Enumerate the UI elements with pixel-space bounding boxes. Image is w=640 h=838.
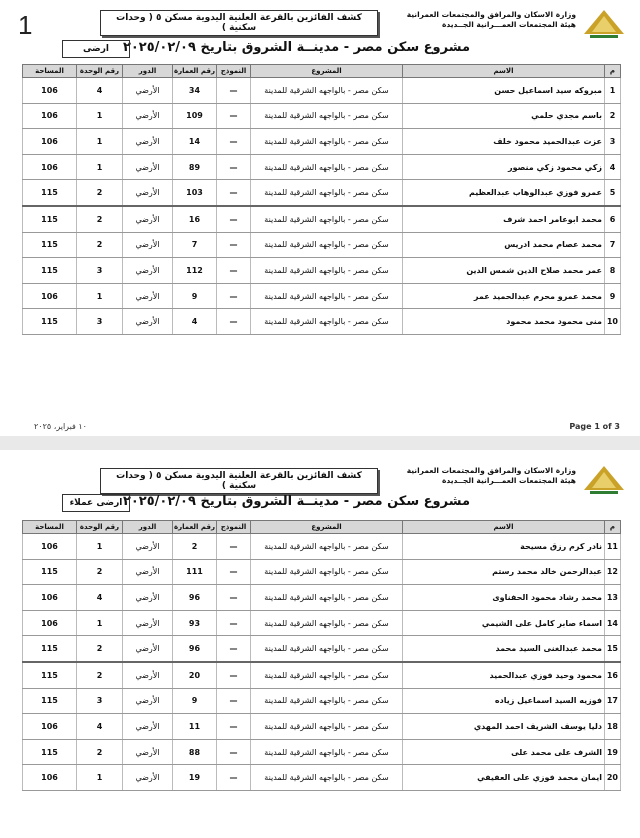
cell-no: 1: [605, 78, 621, 104]
cell-building: 34: [173, 78, 217, 104]
cell-unit: 4: [77, 585, 123, 611]
cell-floor: الأرضي: [123, 180, 173, 206]
cell-no: 17: [605, 688, 621, 714]
cell-name: زكي محمود زكي منصور: [403, 154, 605, 180]
cell-area: 115: [23, 559, 77, 585]
project-title: مشروع سكن مصر - مدينــة الشروق بتاريخ ٢٠٢٥/٠٢/٠٩: [122, 494, 470, 509]
cell-area: 115: [23, 739, 77, 765]
cell-area: 106: [23, 103, 77, 129]
cell-building: 4: [173, 309, 217, 335]
cell-building: 109: [173, 103, 217, 129]
cell-building: 7: [173, 232, 217, 258]
cell-area: 106: [23, 283, 77, 309]
col-header-building: رقم العمارة: [173, 521, 217, 534]
cell-unit: 2: [77, 662, 123, 688]
pyramid-logo-icon: [582, 464, 626, 498]
cell-building: 9: [173, 283, 217, 309]
cell-unit: 1: [77, 765, 123, 791]
cell-no: 15: [605, 636, 621, 662]
cell-name: ايمان محمد فوزي على العفيفي: [403, 765, 605, 791]
cell-project: سكن مصر - بالواجهه الشرقية للمدينة: [251, 103, 403, 129]
cell-name: فوزيه السيد اسماعيل زياده: [403, 688, 605, 714]
cell-building: 93: [173, 610, 217, 636]
cell-floor: الأرضي: [123, 154, 173, 180]
cell-no: 19: [605, 739, 621, 765]
cell-model: —: [217, 688, 251, 714]
cell-project: سكن مصر - بالواجهه الشرقية للمدينة: [251, 232, 403, 258]
table-row: [23, 636, 621, 662]
ministry-line-1: وزارة الاسكان والمرافق والمجتمعات العمرانية: [406, 10, 576, 19]
cell-name: محمد عصام محمد ادريس: [403, 232, 605, 258]
col-header-building: رقم العمارة: [173, 65, 217, 78]
document-title: كشف الفائزين بالقرعة العلنية اليدوية مسكن ٥ ( وحدات سكنية ): [100, 468, 378, 494]
cell-model: —: [217, 636, 251, 662]
cell-building: 14: [173, 129, 217, 155]
cell-name: محمد ابوعامر احمد شرف: [403, 206, 605, 232]
cell-model: —: [217, 559, 251, 585]
cell-no: 14: [605, 610, 621, 636]
table-row: [23, 662, 621, 688]
cell-project: سكن مصر - بالواجهه الشرقية للمدينة: [251, 309, 403, 335]
cell-floor: الأرضي: [123, 765, 173, 791]
cell-name: اسماء صابر كامل على الشيمي: [403, 610, 605, 636]
cell-project: سكن مصر - بالواجهه الشرقية للمدينة: [251, 154, 403, 180]
cell-area: 106: [23, 78, 77, 104]
category-box: ارضى: [62, 40, 130, 58]
cell-floor: الأرضي: [123, 309, 173, 335]
col-header-model: النموذج: [217, 521, 251, 534]
cell-unit: 2: [77, 232, 123, 258]
cell-area: 106: [23, 714, 77, 740]
cell-floor: الأرضي: [123, 78, 173, 104]
winners-table: [22, 64, 621, 335]
table-row: [23, 739, 621, 765]
table-row: [23, 129, 621, 155]
cell-floor: الأرضي: [123, 662, 173, 688]
table-header-row: [23, 521, 621, 534]
page-corner-number: 1: [18, 10, 33, 40]
table-row: [23, 283, 621, 309]
cell-building: 16: [173, 206, 217, 232]
footer-page-number: Page 1 of 3: [569, 422, 620, 431]
cell-building: 2: [173, 534, 217, 560]
cell-building: 19: [173, 765, 217, 791]
table-row: [23, 714, 621, 740]
cell-model: —: [217, 206, 251, 232]
table-row: [23, 559, 621, 585]
cell-project: سكن مصر - بالواجهه الشرقية للمدينة: [251, 180, 403, 206]
cell-building: 96: [173, 585, 217, 611]
col-header-area: المساحة: [23, 65, 77, 78]
cell-unit: 1: [77, 534, 123, 560]
cell-building: 20: [173, 662, 217, 688]
cell-unit: 2: [77, 559, 123, 585]
col-header-name: الاسم: [403, 65, 605, 78]
cell-name: محمد عبدالغنى السيد محمد: [403, 636, 605, 662]
col-header-project: المشروع: [251, 521, 403, 534]
winners-table: [22, 520, 621, 791]
cell-model: —: [217, 154, 251, 180]
cell-name: محمود وحيد فوزي عبدالحميد: [403, 662, 605, 688]
cell-project: سكن مصر - بالواجهه الشرقية للمدينة: [251, 739, 403, 765]
cell-no: 3: [605, 129, 621, 155]
cell-floor: الأرضي: [123, 129, 173, 155]
cell-model: —: [217, 739, 251, 765]
cell-unit: 4: [77, 714, 123, 740]
cell-floor: الأرضي: [123, 739, 173, 765]
cell-floor: الأرضي: [123, 534, 173, 560]
table-row: [23, 585, 621, 611]
pyramid-logo-icon: [582, 8, 626, 42]
cell-floor: الأرضي: [123, 688, 173, 714]
cell-area: 106: [23, 154, 77, 180]
cell-name: مبروكه سيد اسماعيل حسن: [403, 78, 605, 104]
cell-unit: 2: [77, 739, 123, 765]
col-header-area: المساحة: [23, 521, 77, 534]
cell-building: 9: [173, 688, 217, 714]
cell-area: 106: [23, 585, 77, 611]
cell-building: 88: [173, 739, 217, 765]
cell-project: سكن مصر - بالواجهه الشرقية للمدينة: [251, 688, 403, 714]
cell-area: 115: [23, 688, 77, 714]
cell-floor: الأرضي: [123, 714, 173, 740]
cell-floor: الأرضي: [123, 283, 173, 309]
cell-model: —: [217, 258, 251, 284]
cell-project: سكن مصر - بالواجهه الشرقية للمدينة: [251, 714, 403, 740]
cell-floor: الأرضي: [123, 585, 173, 611]
cell-project: سكن مصر - بالواجهه الشرقية للمدينة: [251, 78, 403, 104]
cell-area: 106: [23, 610, 77, 636]
cell-unit: 3: [77, 258, 123, 284]
cell-project: سكن مصر - بالواجهه الشرقية للمدينة: [251, 662, 403, 688]
cell-building: 11: [173, 714, 217, 740]
table-row: [23, 154, 621, 180]
table-header-row: [23, 65, 621, 78]
cell-model: —: [217, 283, 251, 309]
cell-no: 12: [605, 559, 621, 585]
cell-area: 106: [23, 534, 77, 560]
cell-model: —: [217, 309, 251, 335]
cell-no: 20: [605, 765, 621, 791]
cell-no: 5: [605, 180, 621, 206]
cell-no: 18: [605, 714, 621, 740]
cell-unit: 1: [77, 610, 123, 636]
cell-area: 115: [23, 180, 77, 206]
cell-model: —: [217, 180, 251, 206]
cell-floor: الأرضي: [123, 258, 173, 284]
cell-no: 10: [605, 309, 621, 335]
cell-project: سكن مصر - بالواجهه الشرقية للمدينة: [251, 636, 403, 662]
cell-building: 103: [173, 180, 217, 206]
cell-building: 96: [173, 636, 217, 662]
cell-building: 112: [173, 258, 217, 284]
cell-building: 111: [173, 559, 217, 585]
cell-unit: 1: [77, 283, 123, 309]
cell-project: سكن مصر - بالواجهه الشرقية للمدينة: [251, 765, 403, 791]
cell-building: 89: [173, 154, 217, 180]
table-row: [23, 232, 621, 258]
cell-project: سكن مصر - بالواجهه الشرقية للمدينة: [251, 258, 403, 284]
cell-model: —: [217, 129, 251, 155]
cell-area: 115: [23, 636, 77, 662]
ministry-line-2: هيئة المجتمعات العمـــرانية الجــديدة: [441, 20, 576, 29]
project-title: مشروع سكن مصر - مدينــة الشروق بتاريخ ٢٠٢٥/٠٢/٠٩: [122, 40, 470, 55]
cell-floor: الأرضي: [123, 636, 173, 662]
cell-area: 115: [23, 232, 77, 258]
col-header-floor: الدور: [123, 65, 173, 78]
cell-area: 106: [23, 129, 77, 155]
cell-name: عزت عبدالحميد محمود خلف: [403, 129, 605, 155]
table-row: [23, 765, 621, 791]
cell-unit: 1: [77, 154, 123, 180]
cell-model: —: [217, 585, 251, 611]
cell-no: 9: [605, 283, 621, 309]
project-bar: [22, 494, 620, 512]
cell-no: 16: [605, 662, 621, 688]
cell-unit: 3: [77, 309, 123, 335]
cell-model: —: [217, 662, 251, 688]
cell-no: 13: [605, 585, 621, 611]
table-row: [23, 180, 621, 206]
cell-name: منى محمود محمد محمود: [403, 309, 605, 335]
cell-floor: الأرضي: [123, 232, 173, 258]
col-header-model: النموذج: [217, 65, 251, 78]
cell-area: 115: [23, 662, 77, 688]
cell-area: 106: [23, 765, 77, 791]
cell-model: —: [217, 232, 251, 258]
cell-no: 2: [605, 103, 621, 129]
cell-project: سكن مصر - بالواجهه الشرقية للمدينة: [251, 559, 403, 585]
cell-project: سكن مصر - بالواجهه الشرقية للمدينة: [251, 206, 403, 232]
col-header-name: الاسم: [403, 521, 605, 534]
table-row: [23, 534, 621, 560]
cell-no: 6: [605, 206, 621, 232]
cell-name: الشرف على محمد على: [403, 739, 605, 765]
col-header-unit: رقم الوحدة: [77, 521, 123, 534]
cell-project: سكن مصر - بالواجهه الشرقية للمدينة: [251, 610, 403, 636]
cell-name: محمد رشاد محمود الحفناوى: [403, 585, 605, 611]
col-header-unit: رقم الوحدة: [77, 65, 123, 78]
cell-area: 115: [23, 309, 77, 335]
cell-no: 8: [605, 258, 621, 284]
cell-name: عمر محمد صلاح الدين شمس الدين: [403, 258, 605, 284]
cell-area: 115: [23, 206, 77, 232]
cell-project: سكن مصر - بالواجهه الشرقية للمدينة: [251, 585, 403, 611]
cell-no: 4: [605, 154, 621, 180]
cell-no: 7: [605, 232, 621, 258]
cell-model: —: [217, 610, 251, 636]
cell-floor: الأرضي: [123, 610, 173, 636]
cell-unit: 1: [77, 103, 123, 129]
document-page-2: [0, 448, 640, 838]
cell-project: سكن مصر - بالواجهه الشرقية للمدينة: [251, 129, 403, 155]
cell-floor: الأرضي: [123, 559, 173, 585]
cell-unit: 2: [77, 636, 123, 662]
col-header-floor: الدور: [123, 521, 173, 534]
footer-date: ١٠ فبراير، ٢٠٢٥: [34, 422, 87, 431]
cell-name: عبدالرحمن خالد محمد رستم: [403, 559, 605, 585]
cell-name: باسم مجدي حلمي: [403, 103, 605, 129]
cell-project: سكن مصر - بالواجهه الشرقية للمدينة: [251, 534, 403, 560]
col-header-project: المشروع: [251, 65, 403, 78]
cell-model: —: [217, 103, 251, 129]
ministry-line-1: وزارة الاسكان والمرافق والمجتمعات العمرانية: [406, 466, 576, 475]
cell-name: محمد عمرو محرم عبدالحميد عمر: [403, 283, 605, 309]
category-box: ارضى عملاء: [62, 494, 130, 512]
cell-unit: 4: [77, 78, 123, 104]
cell-floor: الأرضي: [123, 206, 173, 232]
cell-no: 11: [605, 534, 621, 560]
table-row: [23, 258, 621, 284]
ministry-header: [376, 466, 576, 486]
cell-name: دليا يوسف الشريف احمد المهدي: [403, 714, 605, 740]
cell-unit: 3: [77, 688, 123, 714]
ministry-header: [376, 10, 576, 30]
ministry-line-2: هيئة المجتمعات العمـــرانية الجــديدة: [441, 476, 576, 485]
cell-unit: 2: [77, 180, 123, 206]
table-row: [23, 688, 621, 714]
cell-unit: 2: [77, 206, 123, 232]
col-header-no: م: [605, 65, 621, 78]
cell-model: —: [217, 78, 251, 104]
table-row: [23, 103, 621, 129]
table-row: [23, 309, 621, 335]
document-title: كشف الفائزين بالقرعة العلنية اليدوية مسكن ٥ ( وحدات سكنية ): [100, 10, 378, 36]
cell-area: 115: [23, 258, 77, 284]
cell-model: —: [217, 714, 251, 740]
cell-floor: الأرضي: [123, 103, 173, 129]
cell-model: —: [217, 534, 251, 560]
cell-model: —: [217, 765, 251, 791]
table-row: [23, 610, 621, 636]
table-row: [23, 206, 621, 232]
cell-name: نادر كرم رزق مسيحة: [403, 534, 605, 560]
cell-unit: 1: [77, 129, 123, 155]
project-bar: [22, 40, 620, 58]
cell-project: سكن مصر - بالواجهه الشرقية للمدينة: [251, 283, 403, 309]
table-row: [23, 78, 621, 104]
cell-name: عمرو فوزي عبدالوهاب عبدالعظيم: [403, 180, 605, 206]
col-header-no: م: [605, 521, 621, 534]
